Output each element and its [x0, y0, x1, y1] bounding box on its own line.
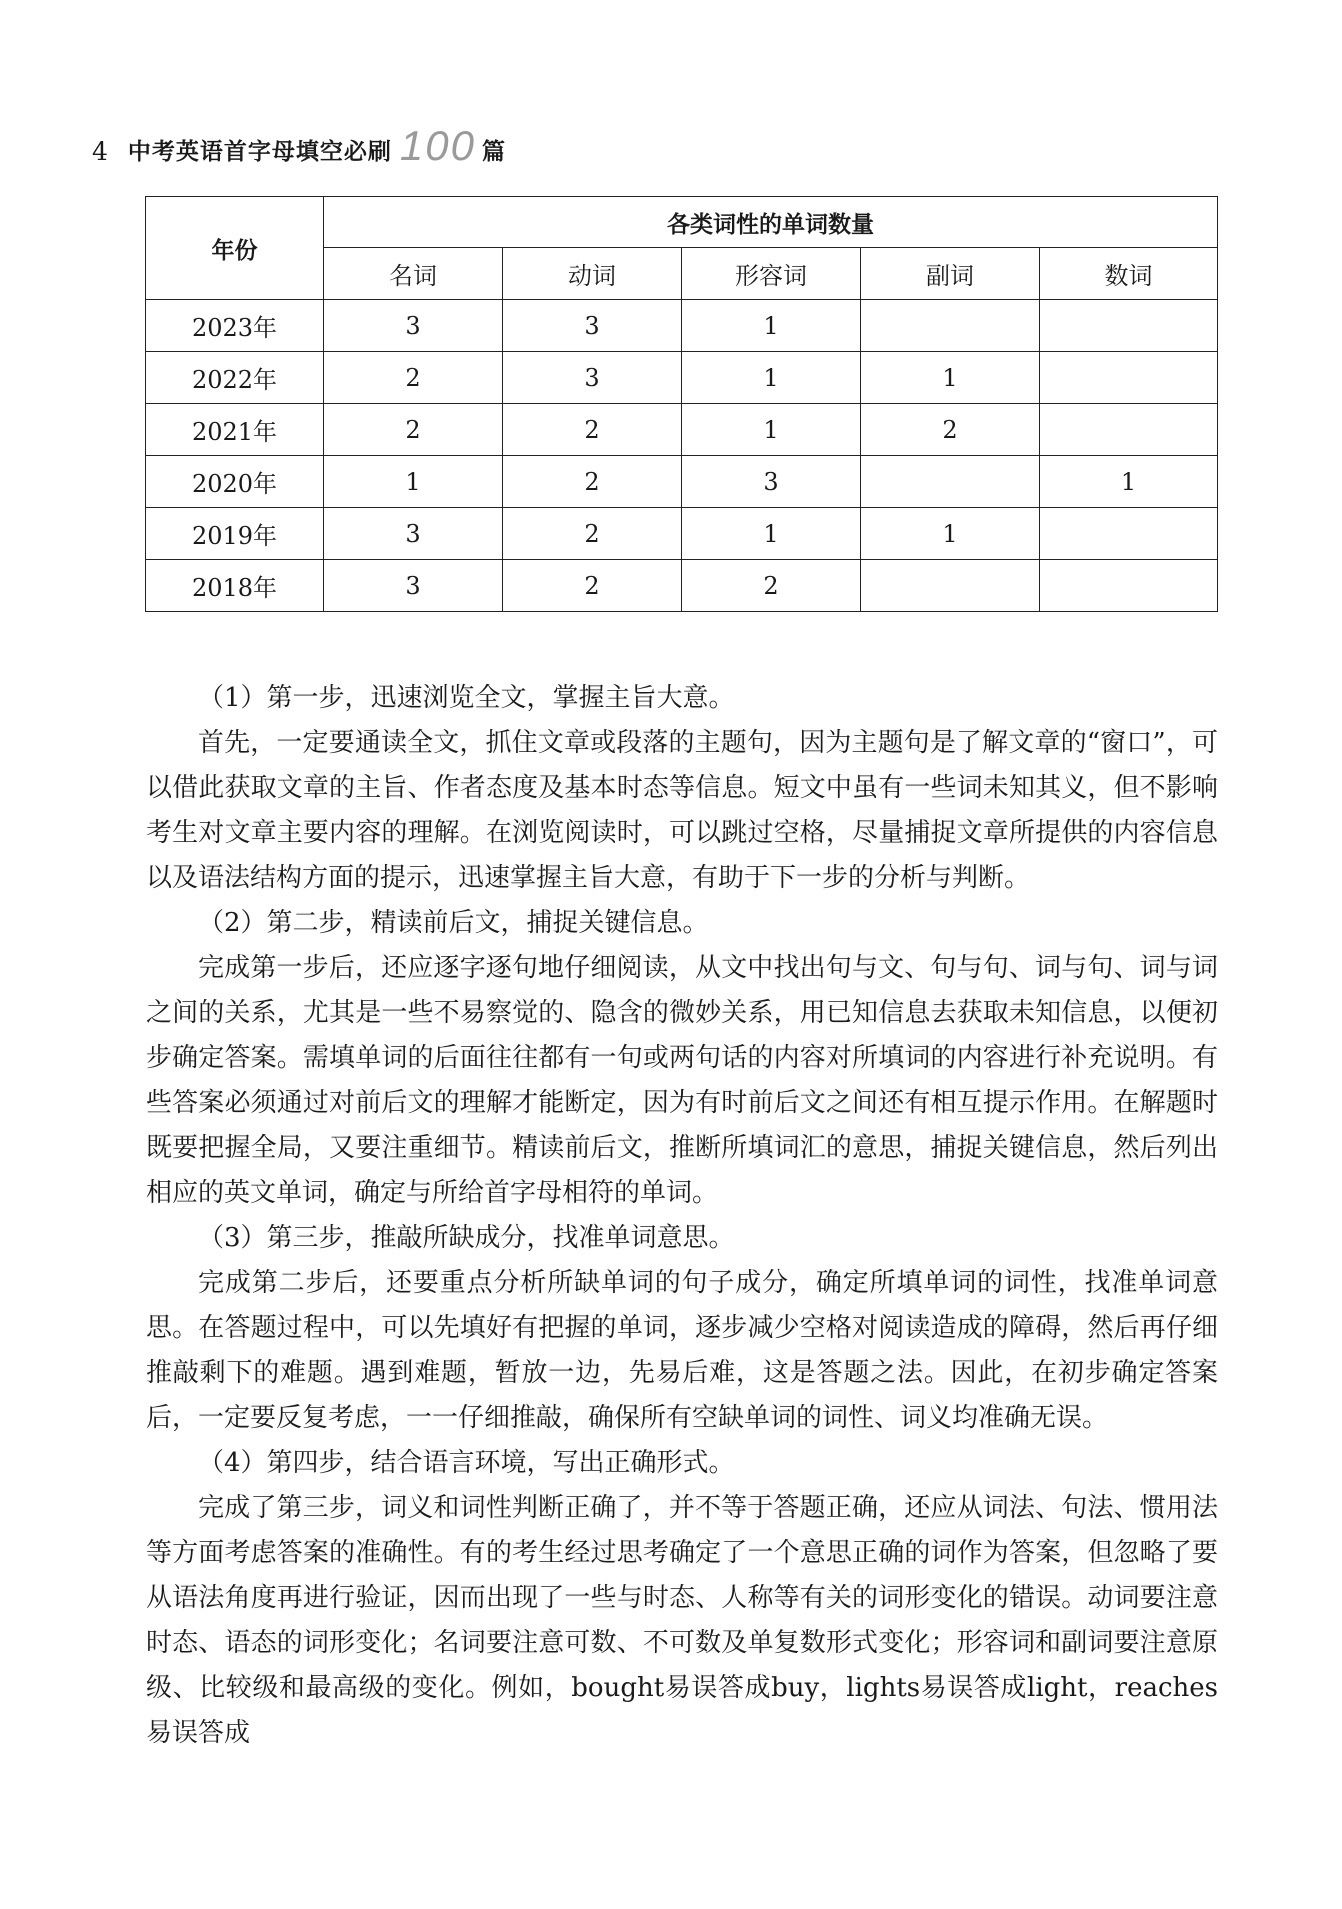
table-cell — [1040, 352, 1218, 404]
table-cell — [861, 300, 1040, 352]
table-cell: 1 — [861, 352, 1040, 404]
table-row — [146, 352, 1218, 404]
book-title-number: 100 — [399, 122, 476, 170]
table-cell: 2 — [324, 404, 503, 456]
table-cell: 2 — [503, 404, 682, 456]
step-1-paragraph: 首先，一定要通读全文，抓住文章或段落的主题句，因为主题句是了解文章的“窗口”，可以借此获取文章的主旨、作者态度及基本时态等信息。短文中虽有一些词未知其义，但不影响考生对文章主要内容的理解。在浏览阅读时，可以跳过空格，尽量捕捉文章所提供的内容信息以及语法结构方面的提示，迅速掌握主旨大意，有助于下一步的分析与判断。 — [146, 728, 1218, 893]
table-cell: 1 — [1040, 456, 1218, 508]
body-text — [146, 676, 1218, 1756]
table-cell: 2 — [503, 508, 682, 560]
page-number: 4 — [92, 137, 108, 166]
table-cell: 1 — [682, 300, 861, 352]
table-row — [146, 560, 1218, 612]
table-cell — [861, 456, 1040, 508]
table-cell: 1 — [682, 508, 861, 560]
table-cell: 3 — [324, 508, 503, 560]
year-column-header: 年份 — [146, 197, 324, 300]
year-cell: 2019年 — [146, 508, 324, 560]
table-cell: 2 — [861, 404, 1040, 456]
step-1-heading: （1）第一步，迅速浏览全文，掌握主旨大意。 — [198, 683, 735, 713]
table-cell: 1 — [682, 352, 861, 404]
table-cell — [1040, 508, 1218, 560]
table-row — [146, 456, 1218, 508]
table-cell: 2 — [503, 456, 682, 508]
step-2-paragraph: 完成第一步后，还应逐字逐句地仔细阅读，从文中找出句与文、句与句、词与句、词与词之间的关系，尤其是一些不易察觉的、隐含的微妙关系，用已知信息去获取未知信息，以便初步确定答案。需填单词的后面往往都有一句或两句话的内容对所填词的内容进行补充说明。有些答案必须通过对前后文的理解才能断定，因为有时前后文之间还有相互提示作用。在解题时既要把握全局，又要注重细节。精读前后文，推断所填词汇的意思，捕捉关键信息，然后列出相应的英文单词，确定与所给首字母相符的单词。 — [146, 953, 1218, 1208]
table-cell: 3 — [324, 560, 503, 612]
table-cell — [861, 560, 1040, 612]
table-cell: 1 — [682, 404, 861, 456]
column-header-adjective: 形容词 — [682, 248, 861, 300]
column-header-adverb: 副词 — [861, 248, 1040, 300]
word-count-group-header: 各类词性的单词数量 — [324, 197, 1218, 248]
book-title: 中考英语首字母填空必刷 — [127, 139, 392, 165]
table-cell: 1 — [324, 456, 503, 508]
year-cell: 2020年 — [146, 456, 324, 508]
year-cell: 2018年 — [146, 560, 324, 612]
table-cell: 3 — [503, 300, 682, 352]
table-cell — [1040, 560, 1218, 612]
table-cell — [1040, 300, 1218, 352]
column-header-noun: 名词 — [324, 248, 503, 300]
table-row — [146, 300, 1218, 352]
table-cell: 2 — [682, 560, 861, 612]
book-title-suffix: 篇 — [481, 139, 505, 165]
table-cell — [1040, 404, 1218, 456]
year-cell: 2021年 — [146, 404, 324, 456]
table-cell: 2 — [503, 560, 682, 612]
table-cell: 3 — [324, 300, 503, 352]
step-4-paragraph: 完成了第三步，词义和词性判断正确了，并不等于答题正确，还应从词法、句法、惯用法等方面考虑答案的准确性。有的考生经过思考确定了一个意思正确的词作为答案，但忽略了要从语法角度再进行验证，因而出现了一些与时态、人称等有关的词形变化的错误。动词要注意时态、语态的词形变化；名词要注意可数、不可数及单复数形式变化；形容词和副词要注意原级、比较级和最高级的变化。例如，bought易误答成buy，lights易误答成light，reaches易误答成 — [146, 1493, 1218, 1748]
table-cell: 3 — [503, 352, 682, 404]
column-header-verb: 动词 — [503, 248, 682, 300]
step-3-paragraph: 完成第二步后，还要重点分析所缺单词的句子成分，确定所填单词的词性，找准单词意思。在答题过程中，可以先填好有把握的单词，逐步减少空格对阅读造成的障碍，然后再仔细推敲剩下的难题。遇到难题，暂放一边，先易后难，这是答题之法。因此，在初步确定答案后，一定要反复考虑，一一仔细推敲，确保所有空缺单词的词性、词义均准确无误。 — [146, 1268, 1218, 1433]
step-4-heading: （4）第四步，结合语言环境，写出正确形式。 — [198, 1448, 735, 1478]
table-row — [146, 404, 1218, 456]
step-3-heading: （3）第三步，推敲所缺成分，找准单词意思。 — [198, 1223, 735, 1253]
table-cell: 1 — [861, 508, 1040, 560]
column-header-numeral: 数词 — [1040, 248, 1218, 300]
table-row — [146, 508, 1218, 560]
table-cell: 3 — [682, 456, 861, 508]
step-2-heading: （2）第二步，精读前后文，捕捉关键信息。 — [198, 908, 709, 938]
page-header — [92, 118, 505, 170]
year-cell: 2022年 — [146, 352, 324, 404]
year-cell: 2023年 — [146, 300, 324, 352]
table-cell: 2 — [324, 352, 503, 404]
word-class-table — [145, 196, 1218, 612]
